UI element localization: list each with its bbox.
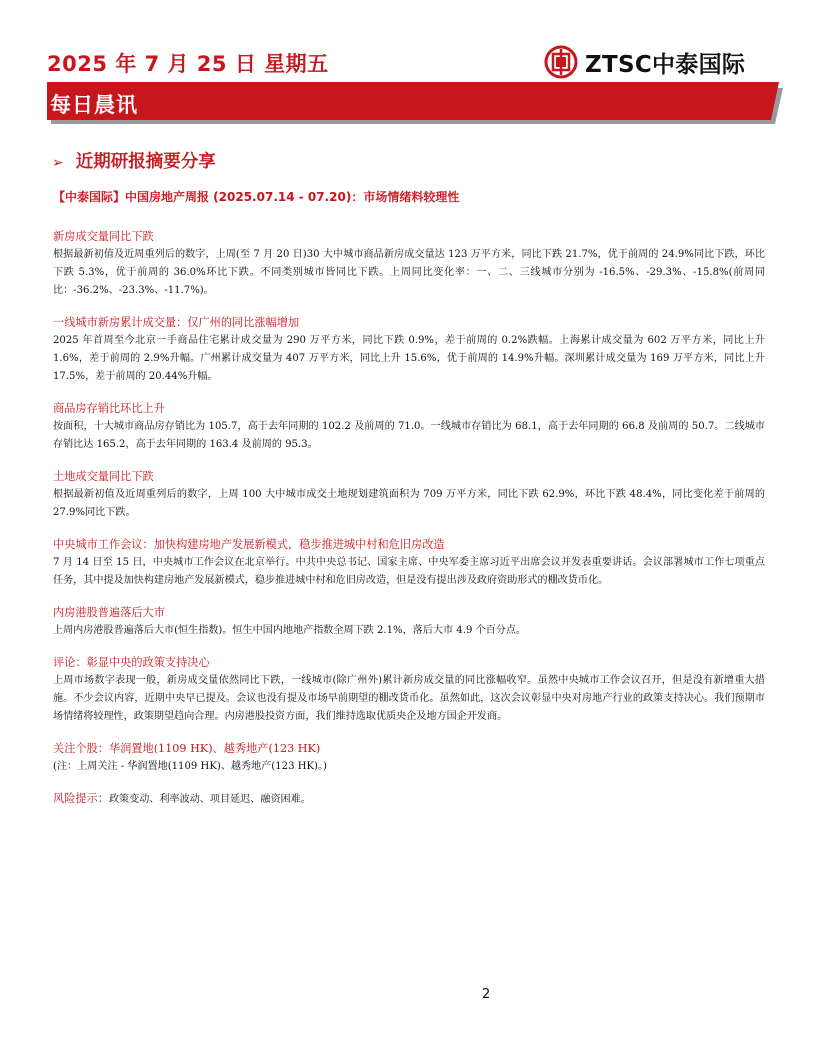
risk-block (53, 790, 765, 809)
summary-block (53, 314, 765, 386)
block-heading: 评论：彰显中央的政策支持决心 (53, 656, 210, 669)
block-body: 7 月 14 日至 15 日，中央城市工作会议在北京举行。中共中央总书记、国家主席、中央军委主席习近平出席会议并发表重要讲话。会议部署城市工作七项重点任务，其中提及加快构建房地产发展新模式，稳步推进城中村和危旧房改造，但是没有提出涉及政府资助形式的棚改货币化。 (53, 557, 765, 586)
block-heading: 商品房存销比环比上升 (53, 402, 165, 415)
block-heading: 新房成交量同比下跌 (53, 230, 154, 243)
block-body: 上周内房港股普遍落后大市(恒生指数)。恒生中国内地地产指数全周下跌 2.1%，落后大市 4.9 个百分点。 (53, 625, 527, 636)
risk-label: 风险提示： (53, 792, 109, 805)
summary-block (53, 228, 765, 300)
logo-text: ZTSC中泰国际 (585, 51, 746, 78)
company-logo (544, 44, 745, 80)
banner-title: 每日晨讯 (50, 93, 138, 117)
section-title-text: 近期研报摘要分享 (75, 152, 216, 172)
report-title: 【中泰国际】中国房地产周报 (2025.07.14 - 07.20)：市场情绪料较理性 (53, 190, 460, 204)
block-heading: 一线城市新房累计成交量：仅广州的同比涨幅增加 (53, 316, 300, 329)
arrow-right-icon: ➢ (52, 155, 64, 171)
block-heading: 关注个股：华润置地(1109 HK)、越秀地产(123 HK) (53, 742, 321, 755)
summary-block (53, 468, 765, 522)
block-body: 根据最新初值及近周重列后的数字，上周(至 7 月 20 日)30 大中城市商品新房成交量达 123 万平方米，同比下跌 21.7%，优于前周的 24.9%同比下跌，环比下跌 5.3%，优于前周的 36.0%环比下跌。不同类别城市皆同比下跌。上周同比变化率：一、二、三线城市分别为 -16.5%、-29.3%、-15.8%(前周同比：-36.2%、-23.3%、-11.7%)。 (53, 249, 765, 296)
summary-block (53, 604, 765, 640)
risk-line (53, 790, 765, 809)
header-banner (47, 82, 783, 124)
section-title (52, 148, 216, 173)
block-heading: 内房港股普遍落后大市 (53, 606, 165, 619)
ztsc-logo-icon (544, 45, 578, 79)
risk-text: 政策变动、利率波动、项目延迟、融资困难。 (108, 794, 311, 805)
summary-block (53, 536, 765, 590)
page-number: 2 (482, 987, 491, 1002)
block-body: 根据最新初值及近周重列后的数字，上周 100 大中城市成交土地规划建筑面积为 709 万平方米，同比下跌 62.9%，环比下跌 48.4%，同比变化差于前周的 27.9%同比下跌。 (53, 489, 765, 518)
block-heading: 中央城市工作会议：加快构建房地产发展新模式，稳步推进城中村和危旧房改造 (53, 538, 445, 551)
block-heading: 土地成交量同比下跌 (53, 470, 154, 483)
block-body: 上周市场数字表现一般，新房成交量依然同比下跌，一线城市(除广州外)累计新房成交量的同比涨幅收窄。虽然中央城市工作会议召开，但是没有新增重大措施。不少会议内容，近期中央早已提及。会议也没有提及市场早前期望的棚改货币化。虽然如此，这次会议彰显中央对房地产行业的政策支持决心。我们预期市场情绪将较理性，政策期望趋向合理。内房港股投资方面，我们维持选取优质央企及地方国企开发商。 (53, 675, 765, 722)
block-body: (注：上周关注 - 华润置地(1109 HK)、越秀地产(123 HK)。) (53, 761, 327, 772)
summary-block (53, 740, 765, 776)
report-date: 2025 年 7 月 25 日 星期五 (47, 52, 329, 76)
summary-block (53, 400, 765, 454)
summary-block (53, 654, 765, 726)
report-content (53, 228, 765, 823)
block-body: 按面积，十大城市商品房存销比为 105.7，高于去年同期的 102.2 及前周的 71.0。一线城市存销比为 68.1，高于去年同期的 66.8 及前周的 50.7。二线城市存销比达 165.2，高于去年同期的 163.4 及前周的 95.3。 (53, 421, 765, 450)
block-body: 2025 年首周至今北京一手商品住宅累计成交量为 290 万平方米，同比下跌 0.9%，差于前周的 0.2%跌幅。上海累计成交量为 602 万平方米，同比上升 1.6%，差于前周的 2.9%升幅。广州累计成交量为 407 万平方米，同比上升 15.6%，优于前周的 14.9%升幅。深圳累计成交量为 169 万平方米，同比上升 17.5%，差于前周的 20.44%升幅。 (53, 335, 765, 382)
